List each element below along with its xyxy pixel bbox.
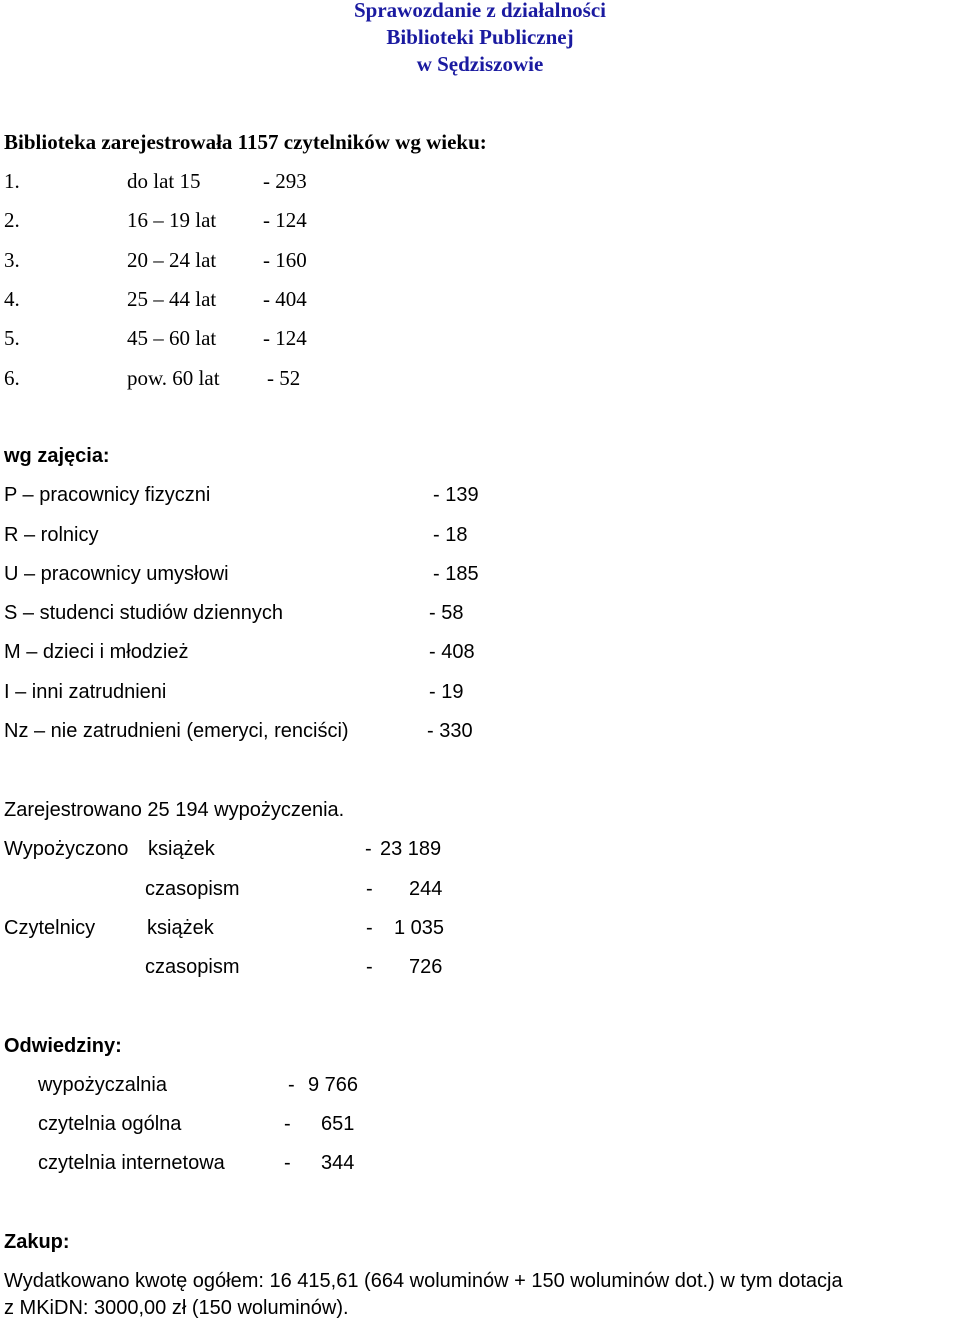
age-row-range: 16 – 19 lat <box>127 208 217 232</box>
visits-row-value: 9 766 <box>308 1074 359 1096</box>
visits-row-label: wypożyczalnia <box>38 1074 167 1096</box>
occupation-row-label: M – dzieci i młodzież <box>4 641 189 663</box>
occupation-row-label: S – studenci studiów dziennych <box>4 602 284 624</box>
age-row-number: 4. <box>4 287 20 311</box>
occupation-row-count: - 139 <box>433 484 479 506</box>
occupation-heading: wg zajęcia: <box>4 445 110 467</box>
age-row-count: - 404 <box>263 287 307 311</box>
purchase-heading: Zakup: <box>4 1231 70 1253</box>
occupation-row-count: - 330 <box>427 720 473 742</box>
occupation-row-count: - 18 <box>433 524 468 546</box>
occupation-row-label: P – pracownicy fizyczni <box>4 484 211 506</box>
visits-heading: Odwiedziny: <box>4 1035 122 1057</box>
visits-row-label: czytelnia internetowa <box>38 1152 225 1174</box>
age-row-number: 3. <box>4 248 20 272</box>
occupation-row-count: - 58 <box>429 602 464 624</box>
occupation-row-count: - 19 <box>429 681 464 703</box>
occupation-row-count: - 185 <box>433 563 479 585</box>
age-row-range: pow. 60 lat <box>127 366 220 390</box>
visits-row-label: czytelnia ogólna <box>38 1113 182 1135</box>
visits-row-value: 651 <box>321 1113 355 1135</box>
age-row-count: - 124 <box>263 208 307 232</box>
occupation-row-label: R – rolnicy <box>4 524 99 546</box>
age-row-count: - 124 <box>263 326 307 350</box>
loans-row-value: 244 <box>409 878 443 900</box>
age-row-number: 6. <box>4 366 20 390</box>
visits-row-dash: - <box>284 1152 291 1174</box>
occupation-row-label: I – inni zatrudnieni <box>4 681 167 703</box>
loans-row-dash: - <box>365 838 372 860</box>
report-title-line3: w Sędziszowie <box>416 52 544 76</box>
age-row-range: 25 – 44 lat <box>127 287 217 311</box>
age-row-count: - 293 <box>263 169 307 193</box>
loans-row-value: 726 <box>409 956 443 978</box>
age-row-range: 20 – 24 lat <box>127 248 217 272</box>
loans-registered: Zarejestrowano 25 194 wypożyczenia. <box>4 799 345 821</box>
occupation-row-label: Nz – nie zatrudnieni (emeryci, renciści) <box>4 720 349 742</box>
visits-row-value: 344 <box>321 1152 355 1174</box>
loans-row-type: czasopism <box>145 956 240 978</box>
purchase-line1: Wydatkowano kwotę ogółem: 16 415,61 (664 woluminów + 150 woluminów dot.) w tym dotacja <box>4 1270 843 1292</box>
loans-row-value: 23 189 <box>380 838 442 860</box>
loans-row-value: 1 035 <box>394 917 445 939</box>
age-row-range: 45 – 60 lat <box>127 326 217 350</box>
loans-row-dash: - <box>366 917 373 939</box>
age-row-number: 5. <box>4 326 20 350</box>
loans-row-type: czasopism <box>145 878 240 900</box>
occupation-row-label: U – pracownicy umysłowi <box>4 563 229 585</box>
occupation-row-count: - 408 <box>429 641 475 663</box>
visits-row-dash: - <box>288 1074 295 1096</box>
age-heading: Biblioteka zarejestrowała 1157 czytelników wg wieku: <box>4 130 487 154</box>
loans-row-dash: - <box>366 878 373 900</box>
loans-row-type: książek <box>147 917 214 939</box>
age-row-number: 1. <box>4 169 20 193</box>
visits-row-dash: - <box>284 1113 291 1135</box>
loans-row-dash: - <box>366 956 373 978</box>
loans-row-label: Wypożyczono <box>4 838 129 860</box>
report-title-line2: Biblioteki Publicznej <box>386 25 574 49</box>
report-title-line1: Sprawozdanie z działalności <box>353 0 606 22</box>
loans-row-type: książek <box>148 838 215 860</box>
purchase-line2: z MKiDN: 3000,00 zł (150 woluminów). <box>4 1297 349 1319</box>
loans-row-label: Czytelnicy <box>4 917 96 939</box>
age-row-count: - 160 <box>263 248 307 272</box>
age-row-number: 2. <box>4 208 20 232</box>
age-row-count: - 52 <box>267 366 301 390</box>
age-row-range: do lat 15 <box>127 169 201 193</box>
